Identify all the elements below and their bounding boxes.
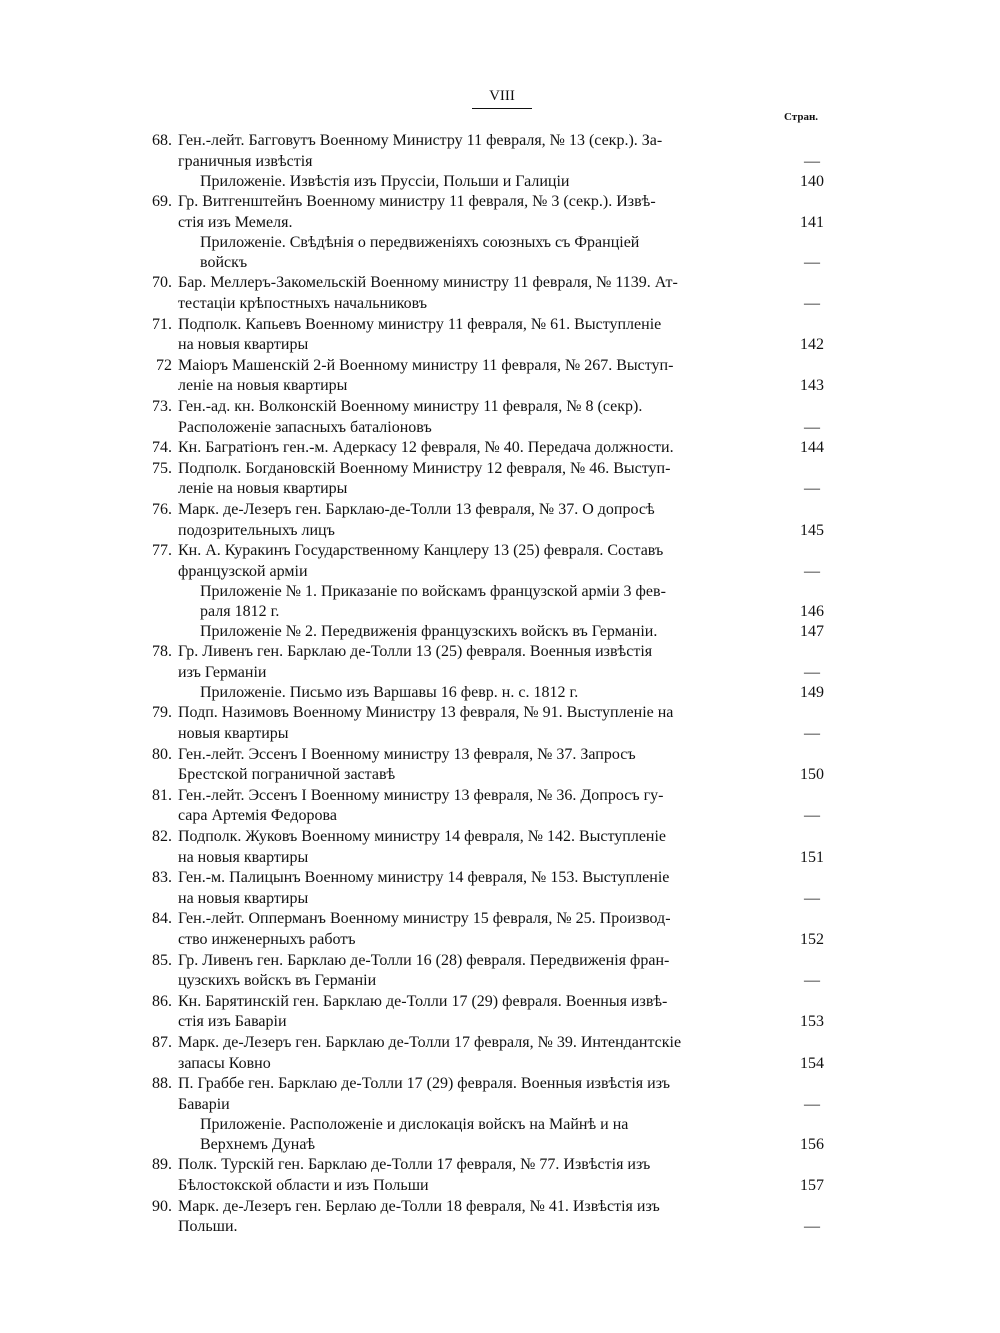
toc-entry-line [0, 438, 1000, 459]
toc-entry [0, 192, 1000, 273]
appendix-text: войскъ [200, 254, 248, 272]
toc-entry [0, 438, 1000, 459]
entry-text: подозрительныхъ лицъ [178, 521, 335, 539]
entry-text: Баваріи [178, 1095, 230, 1113]
toc-entry-line [0, 889, 1000, 910]
entry-text: на новыя квартиры [178, 336, 309, 354]
toc-entry [0, 622, 1000, 642]
entry-page: 142 [800, 336, 824, 354]
toc-entry-line [0, 765, 1000, 786]
entry-text: тестаціи крѣпостныхъ начальниковъ [178, 294, 428, 312]
entry-text: Ген.-лейт. Опперманъ Военному министру 15 февраля, № 25. Производ- [178, 910, 671, 928]
entry-text: Марк. де-Лезеръ ген. Барклаю де-Толли 17 февраля, № 39. Интендантскіе [178, 1033, 682, 1051]
toc-entry-line [0, 152, 1000, 173]
toc-entry [0, 909, 1000, 950]
entry-page: 143 [800, 377, 824, 395]
entry-text: французской арміи [178, 562, 308, 580]
appendix-page: 146 [800, 603, 824, 621]
toc-entry-line [0, 971, 1000, 992]
appendix-text: раля 1812 г. [200, 603, 280, 621]
toc-entry [0, 541, 1000, 622]
toc-entry-line [0, 273, 1000, 294]
entry-number: 81. [152, 786, 172, 804]
toc-entry [0, 951, 1000, 992]
entry-text: Бар. Меллеръ-Закомельскій Военному министру 11 февраля, № 1139. Ат- [178, 274, 678, 292]
entry-number: 75. [152, 459, 172, 477]
toc-entry-line [0, 1054, 1000, 1075]
entry-page: — [804, 152, 820, 170]
appendix-page: 156 [800, 1136, 824, 1154]
entry-text: Брестской пограничной заставѣ [178, 766, 396, 784]
toc-entry-line [0, 1197, 1000, 1218]
entry-text: на новыя квартиры [178, 889, 309, 907]
entry-text: на новыя квартиры [178, 848, 309, 866]
appendix-text: Приложеніе № 2. Передвиженія французскихъ войскъ въ Германіи. [200, 623, 658, 641]
entry-text: Маіоръ Машенскій 2-й Военному министру 11 февраля, № 267. Выступ- [178, 356, 674, 374]
entry-page: — [804, 889, 820, 907]
entry-number: 85. [152, 951, 172, 969]
toc-entry-line [0, 827, 1000, 848]
entry-number: 70. [152, 274, 172, 292]
toc-entry [0, 1155, 1000, 1196]
toc-entry-line [0, 479, 1000, 500]
toc-entry [0, 459, 1000, 500]
entry-text: Ген.-лейт. Багговутъ Военному Министру 11 февраля, № 13 (секр.). За- [178, 132, 663, 149]
entry-number: 78. [152, 643, 172, 661]
toc-entry-line [0, 909, 1000, 930]
entry-text: Гр. Витгенштейнъ Военному министру 11 февраля, № 3 (секр.). Извѣ- [178, 193, 656, 211]
appendix-line [0, 253, 1000, 273]
appendix-line [0, 233, 1000, 253]
toc-entry-line [0, 951, 1000, 972]
toc-entry-line [0, 1155, 1000, 1176]
toc-entry [0, 273, 1000, 314]
entry-text: Кн. А. Куракинъ Государственному Канцлеру 13 (25) февраля. Составъ [178, 542, 664, 560]
toc-entry-line [0, 459, 1000, 480]
appendix-line [0, 622, 1000, 642]
appendix-text: Приложеніе. Извѣстія изъ Пруссіи, Польши и Галиціи [200, 173, 570, 191]
entry-text: Расположеніе запасныхъ баталіоновъ [178, 418, 432, 436]
toc-entry [0, 1074, 1000, 1155]
entry-text: новыя квартиры [178, 725, 289, 743]
toc-entry-line [0, 642, 1000, 663]
entry-page: — [804, 480, 820, 498]
appendix-text: Приложеніе. Расположеніе и дислокація войскъ на Майнѣ и на [200, 1116, 629, 1134]
entry-text: запасы Ковно [178, 1054, 271, 1072]
entry-page: 141 [800, 213, 824, 231]
toc-entry-line [0, 541, 1000, 562]
appendix-line [0, 683, 1000, 703]
appendix-line [0, 602, 1000, 622]
entry-page: — [804, 972, 820, 990]
entry-page: — [804, 807, 820, 825]
appendix-page: 147 [800, 623, 824, 641]
toc-entry [0, 703, 1000, 744]
entry-text: стія изъ Баваріи [178, 1013, 287, 1031]
entry-text: Ген.-лейт. Эссенъ I Военному министру 13 февраля, № 37. Запросъ [178, 745, 636, 763]
toc-entry-line [0, 418, 1000, 439]
toc-entry [0, 131, 1000, 192]
toc-entry [0, 827, 1000, 868]
entry-text: Полк. Турскій ген. Барклаю де-Толли 17 февраля, № 77. Извѣстія изъ [178, 1156, 651, 1174]
entry-number: 84. [152, 910, 172, 928]
toc-entry-line [0, 745, 1000, 766]
pages-column-header: Стран. [784, 111, 819, 123]
entry-text: сара Артемія Федорова [178, 807, 337, 825]
appendix-text: Приложеніе. Свѣдѣнія о передвиженіяхъ союзныхъ съ Франціей [200, 234, 640, 252]
toc-entry-line [0, 1176, 1000, 1197]
entry-text: Ген.-м. Палицынъ Военному министру 14 февраля, № 153. Выступленіе [178, 869, 670, 887]
entry-text: Гр. Ливенъ ген. Барклаю де-Толли 13 (25) февраля. Военныя извѣстія [178, 643, 653, 661]
toc-entry-line [0, 930, 1000, 951]
entry-number: 72 [156, 356, 172, 374]
toc-entry-line [0, 562, 1000, 583]
entry-text: Бѣлостокской области и изъ Польши [178, 1176, 429, 1194]
entry-text: Гр. Ливенъ ген. Барклаю де-Толли 16 (28) февраля. Передвиженія фран- [178, 951, 670, 969]
toc-entry-line [0, 131, 1000, 152]
entry-text: Ген.-ад. кн. Волконскій Военному министру 11 февраля, № 8 (секр). [178, 397, 643, 415]
entry-number: 79. [152, 704, 172, 722]
entry-page: 157 [800, 1176, 824, 1194]
entry-text: Марк. де-Лезеръ ген. Барклаю-де-Толли 13 февраля, № 37. О допросѣ [178, 500, 655, 518]
entry-page: 152 [800, 931, 824, 948]
toc-entry-line [0, 356, 1000, 377]
table-of-contents [0, 131, 1000, 1238]
entry-page: — [804, 418, 820, 436]
entry-text: Кн. Багратіонъ ген.-м. Адеркасу 12 февраля, № 40. Передача должности. [178, 439, 674, 457]
toc-entry [0, 1197, 1000, 1238]
entry-text: леніе на новыя квартиры [178, 480, 348, 498]
appendix-line [0, 172, 1000, 192]
toc-entry [0, 397, 1000, 438]
entry-page: 144 [800, 439, 824, 457]
toc-entry-line [0, 500, 1000, 521]
appendix-line [0, 1135, 1000, 1155]
appendix-text: Приложеніе. Письмо изъ Варшавы 16 февр. н. с. 1812 г. [200, 684, 579, 702]
entry-number: 73. [152, 397, 172, 415]
entry-text: стія изъ Мемеля. [178, 213, 293, 231]
entry-text: Марк. де-Лезеръ ген. Берлаю де-Толли 18 февраля, № 41. Извѣстія изъ [178, 1197, 660, 1215]
entry-number: 86. [152, 992, 172, 1010]
entry-page: 154 [800, 1054, 824, 1072]
entry-number: 69. [152, 193, 172, 211]
entry-text: ство инженерныхъ работъ [178, 931, 356, 948]
toc-entry-line [0, 724, 1000, 745]
entry-page: — [804, 725, 820, 743]
appendix-line [0, 582, 1000, 602]
appendix-text: Приложеніе № 1. Приказаніе по войскамъ французской арміи 3 фев- [200, 583, 666, 601]
entry-page: 153 [800, 1013, 824, 1031]
page-number: VIII [472, 88, 532, 109]
toc-entry [0, 992, 1000, 1033]
toc-entry [0, 356, 1000, 397]
entry-text: Подполк. Жуковъ Военному министру 14 февраля, № 142. Выступленіе [178, 828, 667, 846]
entry-number: 68. [152, 132, 172, 149]
appendix-page: 140 [800, 173, 824, 191]
entry-page: — [804, 562, 820, 580]
toc-entry-line [0, 376, 1000, 397]
entry-text: Подполк. Богдановскій Военному Министру 12 февраля, № 46. Выступ- [178, 459, 671, 477]
entry-number: 71. [152, 315, 172, 333]
toc-entry-line [0, 192, 1000, 213]
toc-entry-line [0, 806, 1000, 827]
toc-entry [0, 642, 1000, 703]
toc-entry-line [0, 703, 1000, 724]
entry-page: 151 [800, 848, 824, 866]
appendix-text: Верхнемъ Дунаѣ [200, 1136, 316, 1154]
toc-entry-line [0, 1033, 1000, 1054]
toc-entry-line [0, 213, 1000, 234]
toc-entry-line [0, 521, 1000, 542]
entry-number: 77. [152, 542, 172, 560]
entry-page: — [804, 1218, 820, 1236]
toc-entry [0, 315, 1000, 356]
entry-page: 150 [800, 766, 824, 784]
entry-number: 74. [152, 439, 172, 457]
entry-text: Кн. Барятинскій ген. Барклаю де-Толли 17 (29) февраля. Военныя извѣ- [178, 992, 668, 1010]
entry-page: — [804, 663, 820, 681]
toc-entry-line [0, 1095, 1000, 1116]
entry-number: 82. [152, 828, 172, 846]
entry-page: — [804, 1095, 820, 1113]
toc-entry-line [0, 848, 1000, 869]
entry-page: 145 [800, 521, 824, 539]
entry-text: леніе на новыя квартиры [178, 377, 348, 395]
toc-entry-line [0, 1074, 1000, 1095]
toc-entry-line [0, 663, 1000, 684]
toc-entry-line [0, 992, 1000, 1013]
entry-text: цузскихъ войскъ въ Германіи [178, 972, 377, 990]
toc-entry-line [0, 397, 1000, 418]
toc-entry [0, 786, 1000, 827]
entry-number: 80. [152, 745, 172, 763]
appendix-page: — [804, 254, 820, 272]
entry-text: изъ Германіи [178, 663, 267, 681]
toc-entry-line [0, 868, 1000, 889]
toc-entry [0, 745, 1000, 786]
toc-entry-line [0, 335, 1000, 356]
entry-text: граничныя извѣстія [178, 152, 313, 170]
entry-text: Ген.-лейт. Эссенъ I Военному министру 13 февраля, № 36. Допросъ гу- [178, 786, 664, 804]
entry-number: 83. [152, 869, 172, 887]
toc-entry [0, 500, 1000, 541]
entry-text: Подполк. Капьевъ Военному министру 11 февраля, № 61. Выступленіе [178, 315, 662, 333]
entry-number: 90. [152, 1197, 172, 1215]
entry-number: 89. [152, 1156, 172, 1174]
toc-entry [0, 868, 1000, 909]
toc-entry-line [0, 294, 1000, 315]
entry-number: 87. [152, 1033, 172, 1051]
entry-text: Подп. Назимовъ Военному Министру 13 февраля, № 91. Выступленіе на [178, 704, 674, 722]
appendix-line [0, 1115, 1000, 1135]
entry-text: П. Граббе ген. Барклаю де-Толли 17 (29) февраля. Военныя извѣстія изъ [178, 1075, 671, 1093]
appendix-page: 149 [800, 684, 824, 702]
entry-number: 88. [152, 1075, 172, 1093]
toc-entry-line [0, 315, 1000, 336]
entry-text: Польши. [178, 1218, 238, 1236]
toc-entry-line [0, 1217, 1000, 1238]
toc-entry [0, 1033, 1000, 1074]
toc-entry-line [0, 1012, 1000, 1033]
entry-page: — [804, 294, 820, 312]
toc-entry-line [0, 786, 1000, 807]
entry-number: 76. [152, 500, 172, 518]
